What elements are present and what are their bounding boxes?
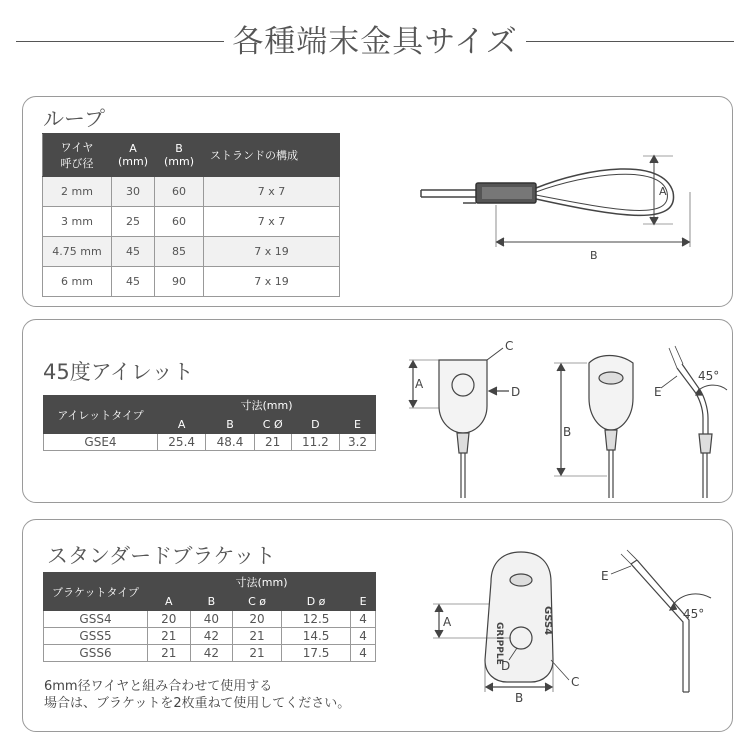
bracket-label-angle: 45° xyxy=(683,607,705,621)
bracket-title: スタンダードブラケット xyxy=(47,544,276,568)
col-b: B xyxy=(206,415,254,434)
cell: 4 xyxy=(351,628,376,645)
col-e: E xyxy=(351,592,376,611)
eyelet-title: 45度アイレット xyxy=(43,360,194,384)
cell: 85 xyxy=(155,237,204,267)
cell: GSS4 xyxy=(44,611,148,628)
col-e: E xyxy=(340,415,376,434)
bracket-label-d: D xyxy=(501,659,511,673)
bracket-label-b: B xyxy=(515,691,524,705)
cell: 42 xyxy=(190,628,233,645)
cell: 14.5 xyxy=(281,628,350,645)
table-row xyxy=(44,628,376,645)
bracket-table-header xyxy=(44,573,376,592)
col-dimensions: 寸法(mm) xyxy=(148,573,376,592)
loop-diagram xyxy=(418,147,718,277)
col-dimensions: 寸法(mm) xyxy=(158,396,376,415)
col-d: D xyxy=(291,415,339,434)
cell: 25 xyxy=(112,207,155,237)
eyelet-label-c: C xyxy=(505,339,514,353)
cell: 60 xyxy=(155,207,204,237)
bracket-brand-text: GRIPPLE xyxy=(494,622,504,665)
bracket-label-a: A xyxy=(443,615,452,629)
page-title: 各種端末金具サイズ xyxy=(224,24,526,60)
col-a: A xyxy=(148,592,191,611)
cell: 12.5 xyxy=(281,611,350,628)
col-c: C ø xyxy=(233,592,282,611)
cell: 25.4 xyxy=(158,434,206,451)
cell: 3 mm xyxy=(43,207,112,237)
cell: 20 xyxy=(148,611,191,628)
bracket-label-e: E xyxy=(601,569,609,583)
loop-label-b: B xyxy=(590,249,598,262)
col-a: A xyxy=(158,415,206,434)
cell: 7 x 19 xyxy=(204,237,340,267)
cell: 11.2 xyxy=(291,434,339,451)
loop-title: ループ xyxy=(43,107,105,131)
col-d: D ø xyxy=(281,592,350,611)
cell: GSS5 xyxy=(44,628,148,645)
col-bracket-type: ブラケットタイプ xyxy=(44,573,148,611)
cell: 42 xyxy=(190,645,233,662)
eyelet-diagram xyxy=(399,338,729,498)
cell: 21 xyxy=(233,645,282,662)
table-row xyxy=(44,434,376,451)
cell: 90 xyxy=(155,267,204,297)
cell: 4 xyxy=(351,611,376,628)
eyelet-label-a: A xyxy=(415,377,424,391)
usage-note-line2: 場合は、ブラケットを2枚重ねて使用してください。 xyxy=(44,696,351,711)
page-header xyxy=(0,10,750,60)
bracket-model-text: GSS4 xyxy=(542,606,553,636)
col-b: B (mm) xyxy=(155,134,204,177)
cell: 2 mm xyxy=(43,177,112,207)
bracket-diagram xyxy=(421,542,721,722)
eyelet-label-d: D xyxy=(511,385,521,399)
loop-label-a: A xyxy=(659,185,667,198)
eyelet-table xyxy=(43,395,376,451)
cell: 48.4 xyxy=(206,434,254,451)
eyelet-label-angle: 45° xyxy=(698,369,720,383)
cell: 21 xyxy=(233,628,282,645)
bracket-table xyxy=(43,572,376,662)
usage-note-line1: 6mm径ワイヤと組み合わせて使用する xyxy=(44,679,273,694)
cell: 45 xyxy=(112,237,155,267)
col-c: C Ø xyxy=(254,415,291,434)
cell: 40 xyxy=(190,611,233,628)
cell: 4.75 mm xyxy=(43,237,112,267)
cell: GSE4 xyxy=(44,434,158,451)
table-row xyxy=(43,177,340,207)
cell: 21 xyxy=(254,434,291,451)
cell: 4 xyxy=(351,645,376,662)
table-row xyxy=(43,267,340,297)
cell: 7 x 7 xyxy=(204,207,340,237)
eyelet-label-e: E xyxy=(654,385,662,399)
col-wire-diameter: ワイヤ 呼び径 xyxy=(43,134,112,177)
eyelet-label-b: B xyxy=(563,425,572,439)
cell: 17.5 xyxy=(281,645,350,662)
eyelet-table-header xyxy=(44,396,376,415)
table-row xyxy=(43,237,340,267)
cell: 7 x 19 xyxy=(204,267,340,297)
cell: 21 xyxy=(148,645,191,662)
cell: 7 x 7 xyxy=(204,177,340,207)
col-eyelet-type: アイレットタイプ xyxy=(44,396,158,434)
cell: GSS6 xyxy=(44,645,148,662)
loop-table xyxy=(42,133,340,297)
col-a: A (mm) xyxy=(112,134,155,177)
table-row xyxy=(44,611,376,628)
loop-card xyxy=(22,96,733,307)
table-row xyxy=(44,645,376,662)
loop-table-header xyxy=(43,134,340,177)
cell: 6 mm xyxy=(43,267,112,297)
cell: 60 xyxy=(155,177,204,207)
bracket-label-c: C xyxy=(571,675,580,689)
cell: 20 xyxy=(233,611,282,628)
cell: 45 xyxy=(112,267,155,297)
cell: 30 xyxy=(112,177,155,207)
table-row xyxy=(43,207,340,237)
col-strand: ストランドの構成 xyxy=(204,134,340,177)
usage-note xyxy=(44,678,350,712)
col-b: B xyxy=(190,592,233,611)
eyelet-card xyxy=(22,319,733,503)
cell: 21 xyxy=(148,628,191,645)
cell: 3.2 xyxy=(340,434,376,451)
